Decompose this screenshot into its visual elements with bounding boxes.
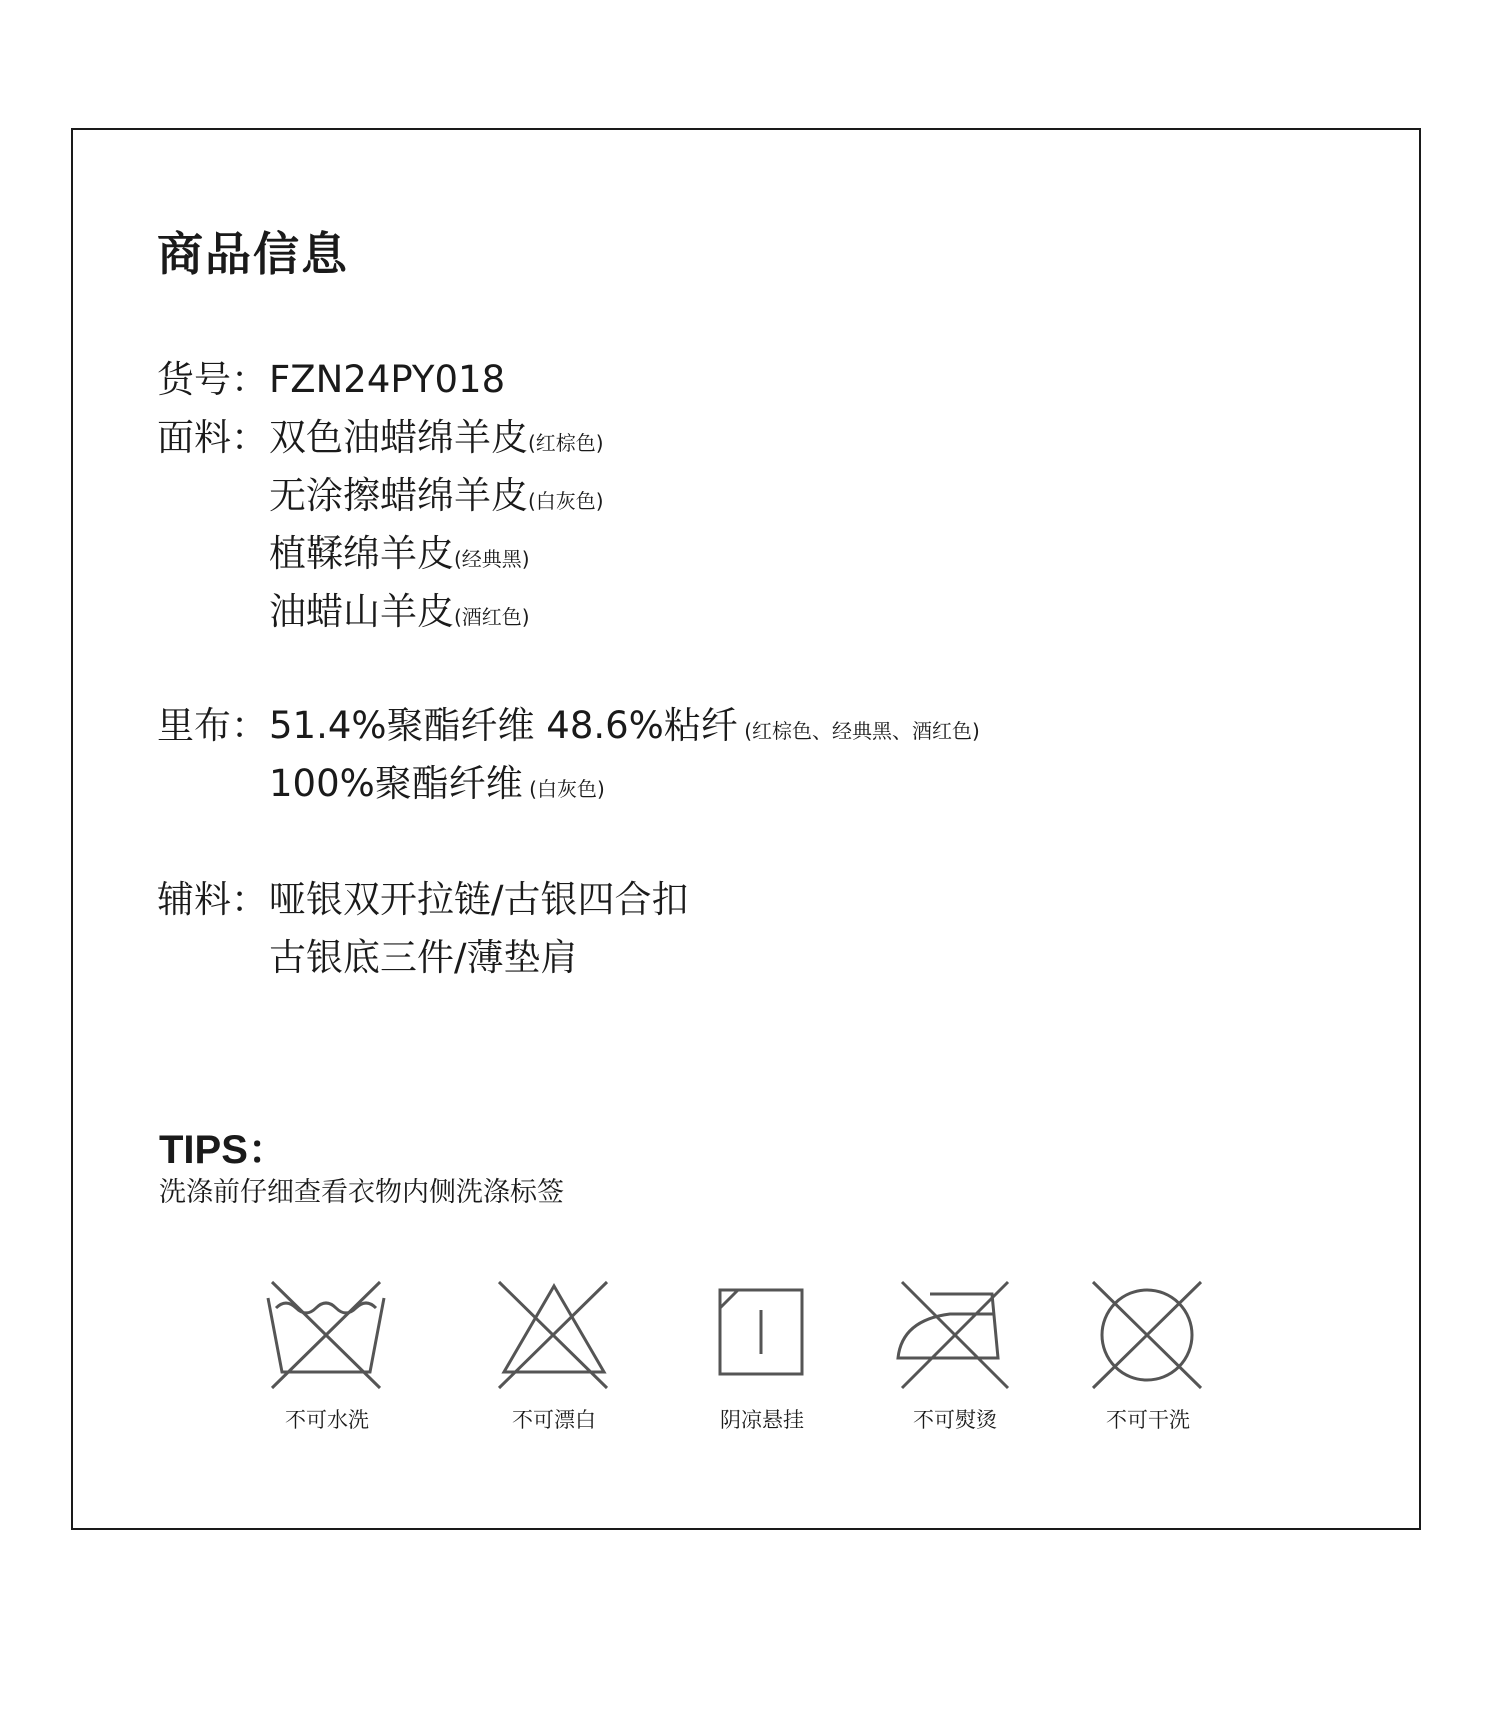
care-label: 不可水洗 bbox=[285, 1408, 369, 1432]
accessories-label: 辅料： bbox=[157, 878, 268, 921]
lining-name: 51.4%聚酯纤维 48.6%粘纤 bbox=[269, 704, 738, 747]
care-no-iron bbox=[880, 1280, 1030, 1434]
lining-note: (白灰色) bbox=[522, 777, 605, 801]
sku-label: 货号： bbox=[157, 358, 268, 401]
fabric-item bbox=[269, 467, 604, 530]
fabric-note: (红棕色) bbox=[528, 431, 604, 455]
fabric-name: 无涂擦蜡绵羊皮 bbox=[269, 474, 528, 517]
tips-heading: TIPS： bbox=[159, 1128, 288, 1172]
care-label: 不可干洗 bbox=[1106, 1408, 1190, 1432]
no-dry-clean-icon bbox=[1083, 1280, 1213, 1390]
lining-item bbox=[269, 755, 605, 818]
shade-hang-dry-icon bbox=[697, 1280, 827, 1390]
fabric-name: 油蜡山羊皮 bbox=[269, 590, 454, 633]
fabric-name: 植鞣绵羊皮 bbox=[269, 532, 454, 575]
care-label: 不可熨烫 bbox=[913, 1408, 997, 1432]
care-shade-hang-dry bbox=[687, 1280, 837, 1434]
sku-value: FZN24PY018 bbox=[269, 358, 506, 401]
lining-name: 100%聚酯纤维 bbox=[269, 762, 523, 805]
fabric-note: (经典黑) bbox=[454, 547, 530, 571]
accessories-item: 古银底三件/薄垫肩 bbox=[269, 936, 578, 979]
care-no-wash bbox=[252, 1280, 402, 1434]
care-label: 不可漂白 bbox=[512, 1408, 596, 1432]
fabric-item bbox=[269, 409, 604, 472]
lining-note: (红棕色、经典黑、酒红色) bbox=[737, 719, 980, 743]
no-iron-icon bbox=[890, 1280, 1020, 1390]
fabric-note: (酒红色) bbox=[454, 605, 530, 629]
care-no-bleach bbox=[479, 1280, 629, 1434]
tips-text: 洗涤前仔细查看衣物内侧洗涤标签 bbox=[159, 1177, 564, 1208]
lining-item bbox=[269, 697, 980, 760]
care-label: 阴凉悬挂 bbox=[720, 1408, 804, 1432]
accessories-item: 哑银双开拉链/古银四合扣 bbox=[269, 878, 689, 921]
page-title: 商品信息 bbox=[157, 227, 349, 281]
no-wash-icon bbox=[262, 1280, 392, 1390]
product-info-card bbox=[71, 128, 1421, 1530]
sku-row bbox=[157, 351, 505, 409]
fabric-item bbox=[269, 583, 530, 646]
lining-label: 里布： bbox=[157, 704, 268, 747]
no-bleach-icon bbox=[489, 1280, 619, 1390]
fabric-name: 双色油蜡绵羊皮 bbox=[269, 416, 528, 459]
fabric-item bbox=[269, 525, 530, 588]
fabric-label: 面料： bbox=[157, 416, 268, 459]
care-no-dry-clean bbox=[1073, 1280, 1223, 1434]
fabric-note: (白灰色) bbox=[528, 489, 604, 513]
